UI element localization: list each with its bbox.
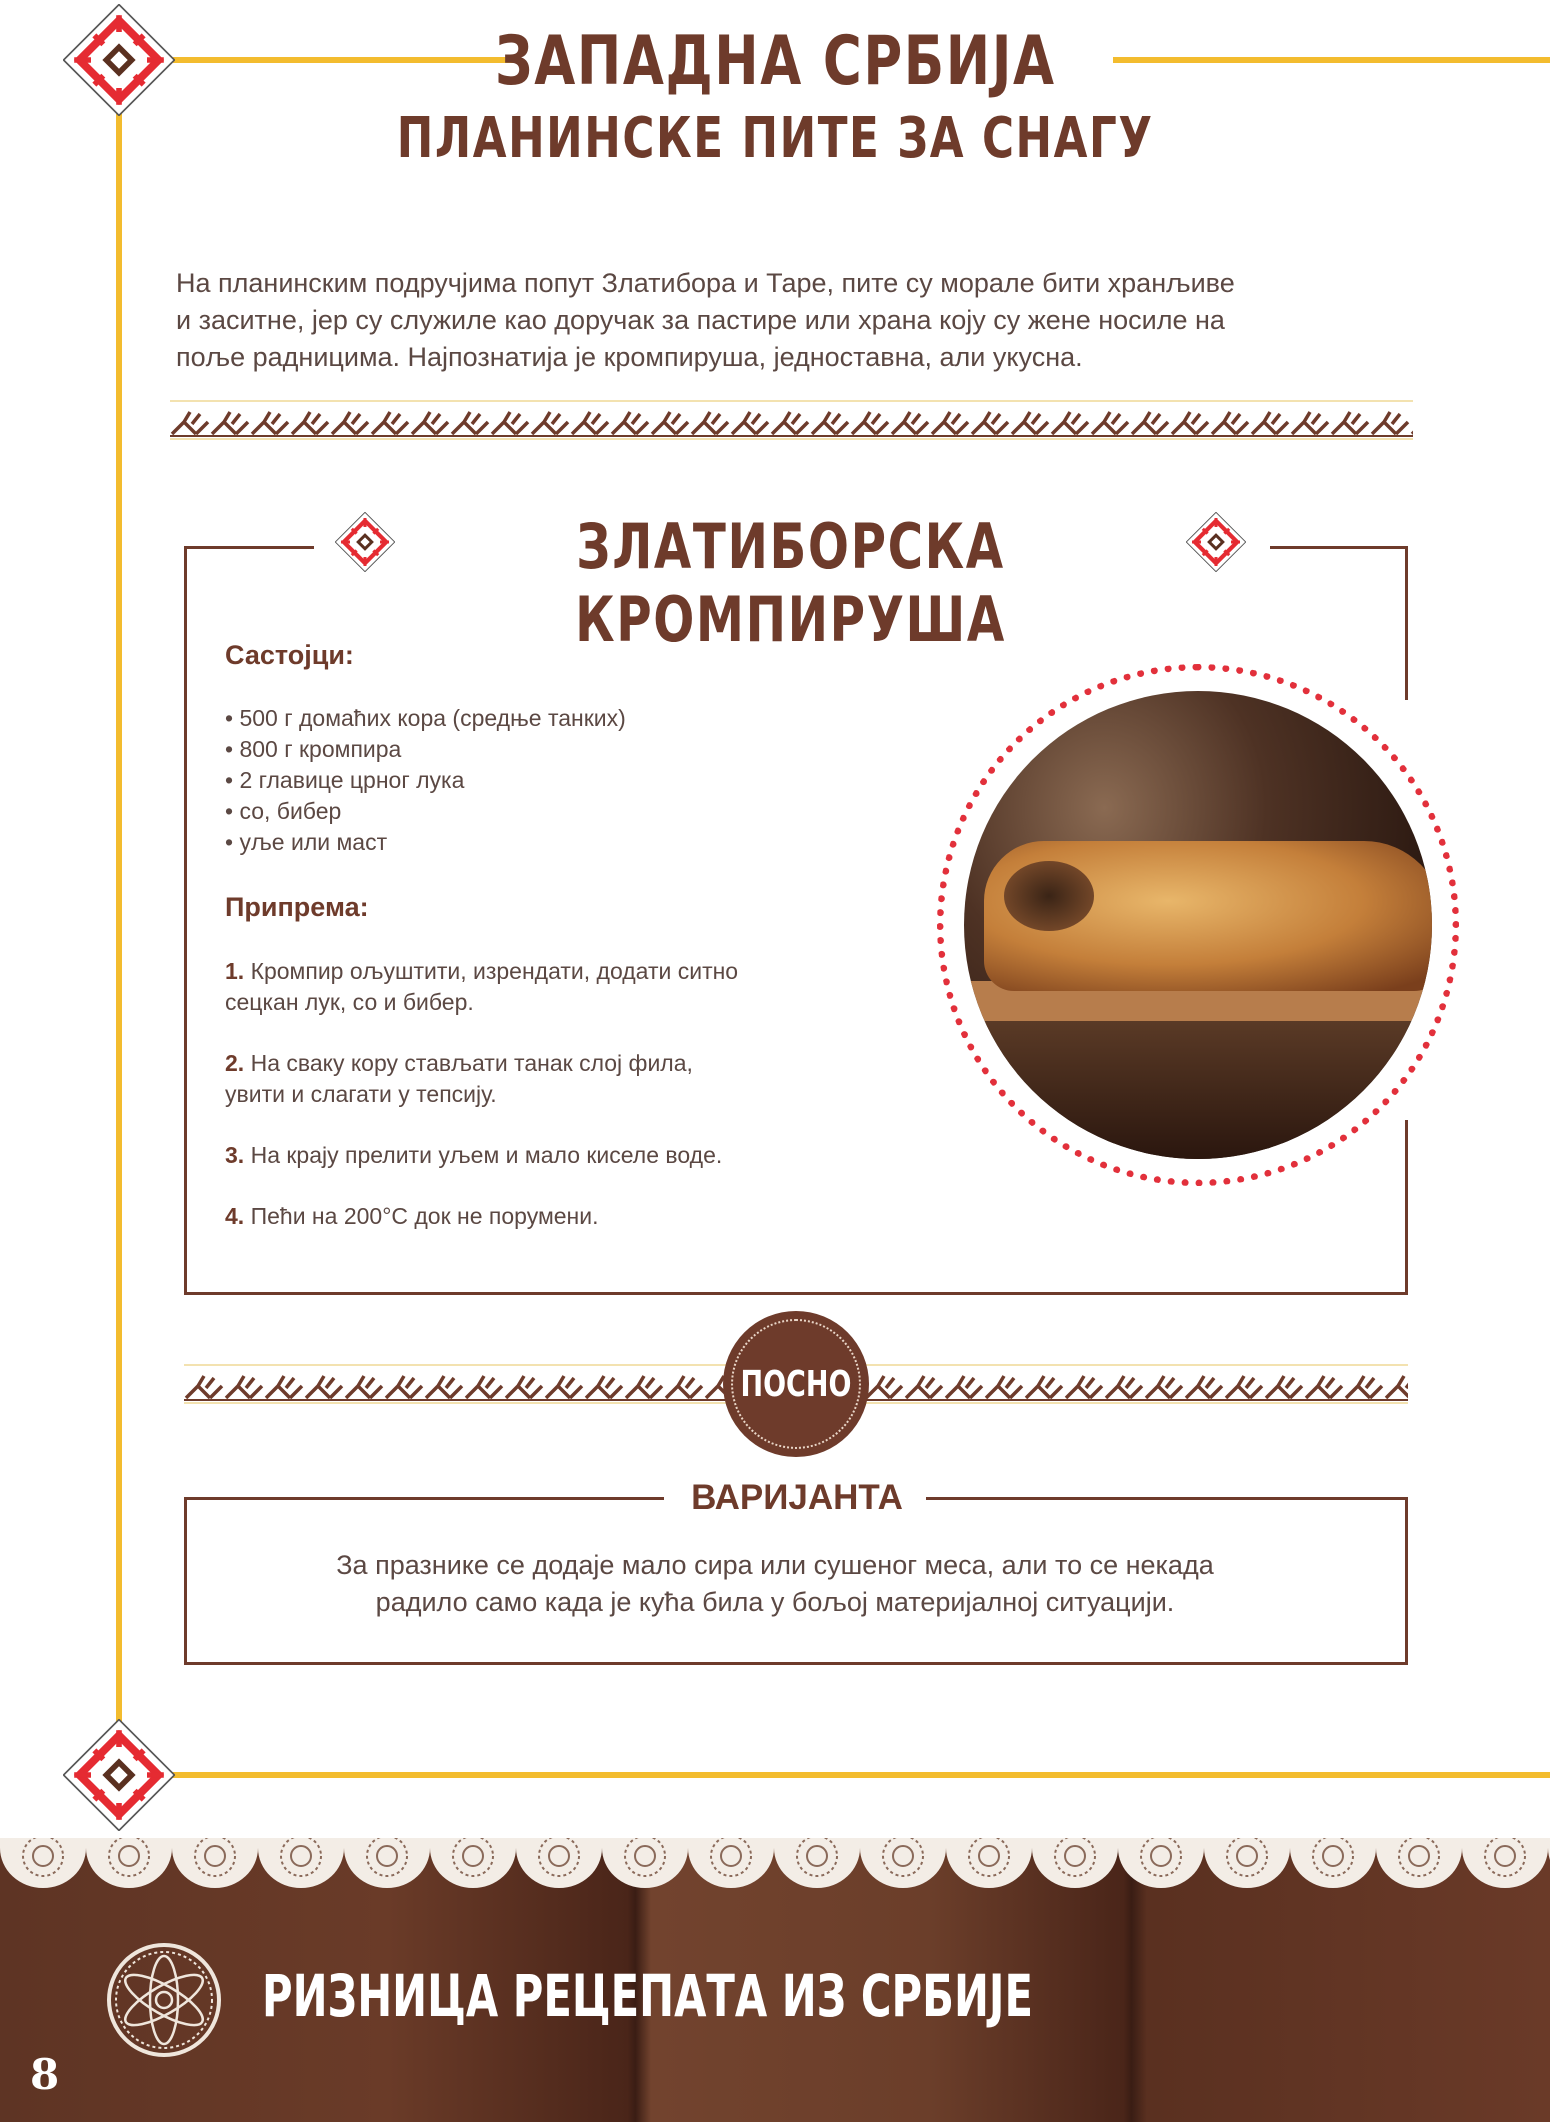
variant-heading: ВАРИЈАНТА [691,1478,903,1517]
page-title: ЗАПАДНА СРБИЈА [494,22,1056,101]
fasting-badge: ПОСНО [723,1311,869,1457]
step: 3. На крају прелити уљем и мало киселе воде. [225,1142,723,1168]
ingredient-item: • уље или маст [225,829,388,855]
corner-ornament-icon [63,1719,175,1831]
ingredient-item: • 2 главице црног лука [225,767,465,793]
step: 2. На сваку кору стављати танак слој фила, увити и слагати у тепсију. [225,1050,693,1107]
intro-paragraph: На планинским подручјима попут Златибора и Таре, пите су морале бити хранљиве и заситне, јер су служиле као доручак за пастире или храна коју су жене носиле на поље радницима. Најпознатија је кромпируша, једноставна, али укусна. [176,268,1235,372]
ornament-icon [335,512,395,572]
lace-logo-icon [106,1942,222,2058]
page-subtitle: ПЛАНИНСКЕ ПИТЕ ЗА СНАГУ [396,106,1154,171]
footer-title: РИЗНИЦА РЕЦЕПАТА ИЗ СРБИЈЕ [262,1962,1033,2030]
frame-line-bottom [170,1772,1550,1778]
ingredient-item: • 800 г кромпира [225,736,402,762]
ingredient-item: • со, бибер [225,798,342,824]
ingredients-heading: Састојци: [225,640,354,670]
ornament-icon [1186,512,1246,572]
ornament-divider [170,400,1413,440]
step: 4. Пећи на 200°C док не порумени. [225,1203,599,1229]
variant-text: За празнике се додаје мало сира или сушеног меса, али то се некада [336,1550,1214,1580]
pie-photo [964,691,1432,1159]
page-number: 8 [30,2050,60,2099]
lace-border [0,1838,1550,1888]
divider [184,546,314,549]
variant-text: радило само када је кућа била у бољој материјалној ситуацији. [375,1587,1175,1617]
recipe-title: ЗЛАТИБОРСКА КРОМПИРУША [575,510,1006,656]
ingredient-item: • 500 г домаћих кора (средње танких) [225,705,626,731]
step: 1. Кромпир ољуштити, изрендати, додати ситно сецкан лук, со и бибер. [225,958,739,1015]
divider [1270,546,1408,549]
preparation-heading: Припрема: [225,892,369,922]
